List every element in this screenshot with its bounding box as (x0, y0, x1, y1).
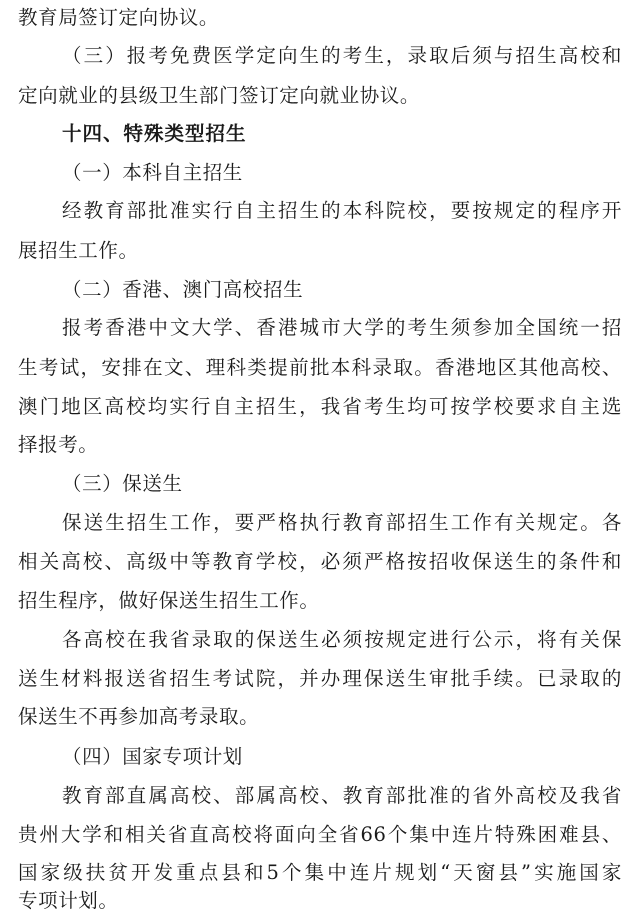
text-line: 择报考。 (18, 433, 99, 456)
subsection-heading: （二）香港、澳门高校招生 (62, 278, 304, 301)
text-line: 生考试，安排在文、理科类提前批本科录取。香港地区其他高校、 (18, 356, 622, 379)
text-line: 相关高校、高级中等教育学校，必须严格按招收保送生的条件和 (18, 550, 622, 573)
text-line: 贵州大学和相关省直高校将面向全省66个集中连片特殊困难县、 (18, 823, 622, 846)
paragraph-line: （三）报考免费医学定向生的考生，录取后须与招生高校和 (62, 44, 622, 67)
text-line: 教育局签订定向协议。 (18, 6, 220, 29)
text-line: 澳门地区高校均实行自主招生，我省考生均可按学校要求自主选 (18, 395, 622, 418)
paragraph-line: 保送生招生工作，要严格执行教育部招生工作有关规定。各 (62, 511, 622, 534)
text-line: 专项计划。 (18, 889, 119, 912)
paragraph-line: 各高校在我省录取的保送生必须按规定进行公示，将有关保 (62, 628, 622, 651)
paragraph-line: 经教育部批准实行自主招生的本科院校，要按规定的程序开 (62, 199, 622, 222)
paragraph-line: 报考香港中文大学、香港城市大学的考生须参加全国统一招 (62, 316, 622, 339)
text-line: 送生材料报送省招生考试院，并办理保送生审批手续。已录取的 (18, 667, 622, 690)
text-line: 国家级扶贫开发重点县和5个集中连片规划“天窗县”实施国家 (18, 861, 622, 884)
text-line: 招生程序，做好保送生招生工作。 (18, 589, 320, 612)
subsection-heading: （四）国家专项计划 (62, 745, 243, 768)
subsection-heading: （三）保送生 (62, 472, 183, 495)
section-heading: 十四、特殊类型招生 (62, 122, 247, 145)
paragraph-line: 教育部直属高校、部属高校、教育部批准的省外高校及我省 (62, 784, 622, 807)
subsection-heading: （一）本科自主招生 (62, 161, 243, 184)
text-line: 展招生工作。 (18, 239, 139, 262)
text-line: 保送生不再参加高考录取。 (18, 705, 260, 728)
text-line: 定向就业的县级卫生部门签订定向就业协议。 (18, 84, 421, 107)
